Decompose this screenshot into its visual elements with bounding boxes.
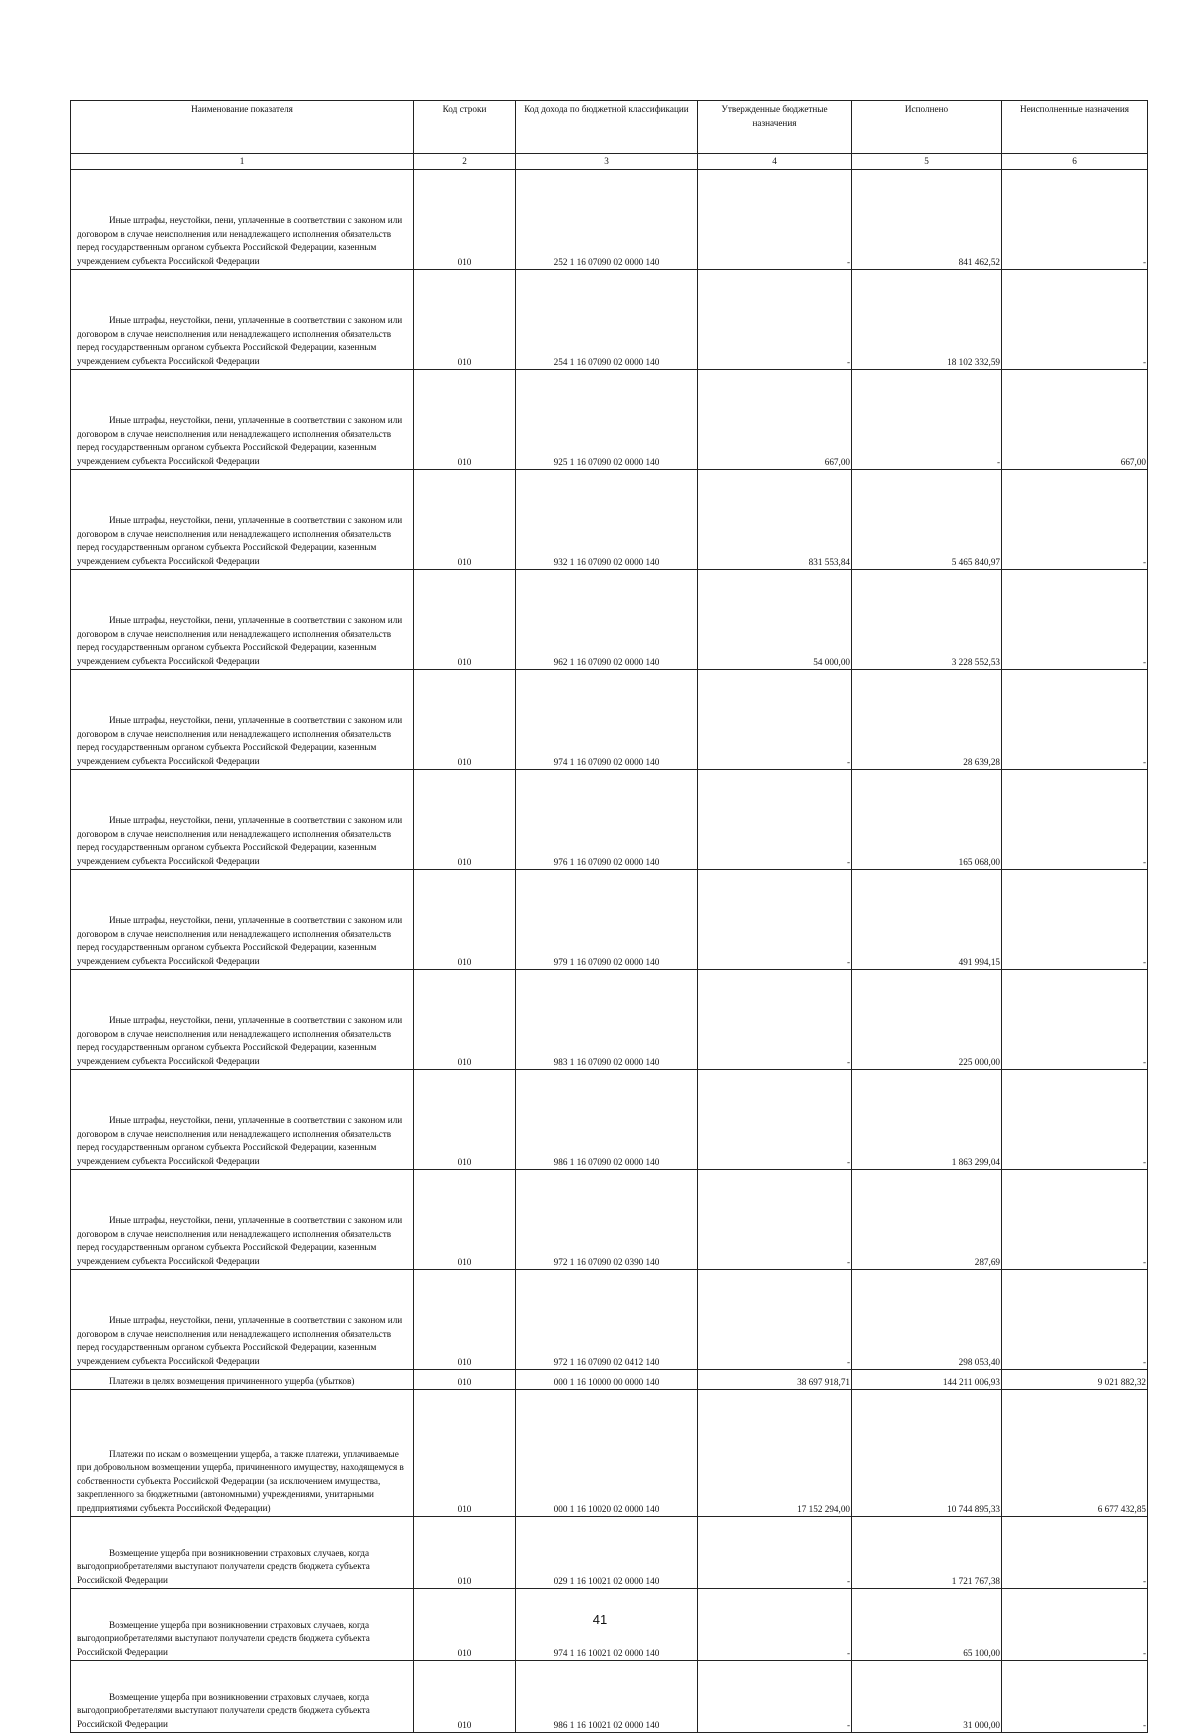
row-unexecuted: - — [1002, 1270, 1148, 1370]
row-executed: 225 000,00 — [852, 970, 1002, 1070]
row-approved: 17 152 294,00 — [698, 1390, 852, 1517]
row-name: Возмещение ущерба при возникновении страховых случаев, когда выгодоприобретателями выступают получатели средств бюджета субъекта Российской Федерации — [77, 1691, 370, 1729]
row-executed: 3 228 552,53 — [852, 570, 1002, 670]
table-row — [71, 270, 1148, 370]
row-code: 010 — [414, 670, 516, 770]
row-revenue-code: 972 1 16 07090 02 0390 140 — [516, 1170, 698, 1270]
row-revenue-code: 983 1 16 07090 02 0000 140 — [516, 970, 698, 1070]
column-number: 2 — [414, 154, 516, 170]
column-number: 4 — [698, 154, 852, 170]
row-unexecuted: 6 677 432,85 — [1002, 1390, 1148, 1517]
row-revenue-code: 974 1 16 07090 02 0000 140 — [516, 670, 698, 770]
table-row — [71, 370, 1148, 470]
column-number-row — [71, 154, 1148, 170]
row-name: Платежи по искам о возмещении ущерба, а также платежи, уплачиваемые при добровольном возмещении ущерба, причиненного имуществу, находящемуся в собственности субъекта Российской Федерации (за исключением имущества, закрепленного за бюджетными (автономными) учреждениями, унитарными предприятиями субъекта Российской Федерации) — [77, 1448, 404, 1513]
header-revenue-code: Код дохода по бюджетной классификации — [516, 101, 698, 154]
row-revenue-code: 254 1 16 07090 02 0000 140 — [516, 270, 698, 370]
row-approved: - — [698, 1070, 852, 1170]
row-executed: 18 102 332,59 — [852, 270, 1002, 370]
row-executed: 5 465 840,97 — [852, 470, 1002, 570]
row-code: 010 — [414, 1070, 516, 1170]
row-approved: - — [698, 1661, 852, 1733]
row-approved: - — [698, 1517, 852, 1589]
row-code: 010 — [414, 470, 516, 570]
row-code: 010 — [414, 1270, 516, 1370]
row-code: 010 — [414, 570, 516, 670]
column-number: 5 — [852, 154, 1002, 170]
row-executed: 28 639,28 — [852, 670, 1002, 770]
row-executed: 1 863 299,04 — [852, 1070, 1002, 1170]
row-revenue-code: 974 1 16 10021 02 0000 140 — [516, 1589, 698, 1661]
page-number: 41 — [592, 1612, 608, 1627]
row-name: Иные штрафы, неустойки, пени, уплаченные в соответствии с законом или договором в случае неисполнения или ненадлежащего исполнения обязательств перед государственным органом субъекта Российской Федерации, казенным учреждением субъекта Российской Федерации — [77, 1315, 403, 1366]
table-row — [71, 670, 1148, 770]
header-executed: Исполнено — [852, 101, 1002, 154]
row-code: 010 — [414, 870, 516, 970]
row-unexecuted: - — [1002, 170, 1148, 270]
row-name: Иные штрафы, неустойки, пени, уплаченные в соответствии с законом или договором в случае неисполнения или ненадлежащего исполнения обязательств перед государственным органом субъекта Российской Федерации, казенным учреждением субъекта Российской Федерации — [77, 415, 403, 466]
row-name: Платежи в целях возмещения причиненного ущерба (убытков) — [109, 1375, 355, 1386]
row-code: 010 — [414, 1170, 516, 1270]
row-revenue-code: 925 1 16 07090 02 0000 140 — [516, 370, 698, 470]
row-name: Иные штрафы, неустойки, пени, уплаченные в соответствии с законом или договором в случае неисполнения или ненадлежащего исполнения обязательств перед государственным органом субъекта Российской Федерации, казенным учреждением субъекта Российской Федерации — [77, 915, 403, 966]
table-row — [71, 1370, 1148, 1390]
header-line-code: Код строки — [414, 101, 516, 154]
row-unexecuted: - — [1002, 1070, 1148, 1170]
row-approved: - — [698, 270, 852, 370]
row-approved: - — [698, 970, 852, 1070]
row-unexecuted: - — [1002, 770, 1148, 870]
row-unexecuted: - — [1002, 1589, 1148, 1661]
row-name: Иные штрафы, неустойки, пени, уплаченные в соответствии с законом или договором в случае неисполнения или ненадлежащего исполнения обязательств перед государственным органом субъекта Российской Федерации, казенным учреждением субъекта Российской Федерации — [77, 615, 403, 666]
row-approved: 831 553,84 — [698, 470, 852, 570]
column-number: 6 — [1002, 154, 1148, 170]
row-revenue-code: 932 1 16 07090 02 0000 140 — [516, 470, 698, 570]
row-revenue-code: 000 1 16 10020 02 0000 140 — [516, 1390, 698, 1517]
row-executed: 144 211 006,93 — [852, 1370, 1002, 1390]
row-code: 010 — [414, 370, 516, 470]
row-code: 010 — [414, 1370, 516, 1390]
row-approved: - — [698, 1170, 852, 1270]
row-executed: 287,69 — [852, 1170, 1002, 1270]
row-unexecuted: - — [1002, 1517, 1148, 1589]
row-executed: 31 000,00 — [852, 1661, 1002, 1733]
row-approved: 667,00 — [698, 370, 852, 470]
row-unexecuted: - — [1002, 670, 1148, 770]
row-approved: - — [698, 670, 852, 770]
row-unexecuted: - — [1002, 1661, 1148, 1733]
column-number: 1 — [71, 154, 414, 170]
header-approved: Утвержденные бюджетные назначения — [698, 101, 852, 154]
header-indicator-name: Наименование показателя — [71, 101, 414, 154]
row-unexecuted: 9 021 882,32 — [1002, 1370, 1148, 1390]
table-row — [71, 870, 1148, 970]
row-code: 010 — [414, 770, 516, 870]
row-revenue-code: 986 1 16 07090 02 0000 140 — [516, 1070, 698, 1170]
table-row — [71, 1661, 1148, 1733]
row-approved: 38 697 918,71 — [698, 1370, 852, 1390]
row-executed: 298 053,40 — [852, 1270, 1002, 1370]
table-row — [71, 970, 1148, 1070]
row-code: 010 — [414, 1517, 516, 1589]
table-row — [71, 1517, 1148, 1589]
row-executed: 65 100,00 — [852, 1589, 1002, 1661]
row-approved: - — [698, 170, 852, 270]
row-name: Иные штрафы, неустойки, пени, уплаченные в соответствии с законом или договором в случае неисполнения или ненадлежащего исполнения обязательств перед государственным органом субъекта Российской Федерации, казенным учреждением субъекта Российской Федерации — [77, 215, 403, 266]
table-row — [71, 470, 1148, 570]
row-approved: 54 000,00 — [698, 570, 852, 670]
table-row — [71, 170, 1148, 270]
row-code: 010 — [414, 1390, 516, 1517]
row-executed: 841 462,52 — [852, 170, 1002, 270]
row-approved: - — [698, 1589, 852, 1661]
row-unexecuted: 667,00 — [1002, 370, 1148, 470]
row-executed: - — [852, 370, 1002, 470]
row-unexecuted: - — [1002, 270, 1148, 370]
row-executed: 491 994,15 — [852, 870, 1002, 970]
row-revenue-code: 979 1 16 07090 02 0000 140 — [516, 870, 698, 970]
row-unexecuted: - — [1002, 870, 1148, 970]
row-revenue-code: 972 1 16 07090 02 0412 140 — [516, 1270, 698, 1370]
row-code: 010 — [414, 170, 516, 270]
row-executed: 1 721 767,38 — [852, 1517, 1002, 1589]
row-approved: - — [698, 770, 852, 870]
row-approved: - — [698, 1270, 852, 1370]
row-name: Возмещение ущерба при возникновении страховых случаев, когда выгодоприобретателями выступают получатели средств бюджета субъекта Российской Федерации — [77, 1547, 370, 1585]
row-name: Иные штрафы, неустойки, пени, уплаченные в соответствии с законом или договором в случае неисполнения или ненадлежащего исполнения обязательств перед государственным органом субъекта Российской Федерации, казенным учреждением субъекта Российской Федерации — [77, 715, 403, 766]
row-name: Иные штрафы, неустойки, пени, уплаченные в соответствии с законом или договором в случае неисполнения или ненадлежащего исполнения обязательств перед государственным органом субъекта Российской Федерации, казенным учреждением субъекта Российской Федерации — [77, 1115, 403, 1166]
table-row — [71, 1390, 1148, 1517]
row-approved: - — [698, 870, 852, 970]
table-row — [71, 1070, 1148, 1170]
row-executed: 165 068,00 — [852, 770, 1002, 870]
row-unexecuted: - — [1002, 570, 1148, 670]
row-unexecuted: - — [1002, 970, 1148, 1070]
revenue-table — [70, 100, 1148, 1733]
row-code: 010 — [414, 970, 516, 1070]
table-row — [71, 770, 1148, 870]
row-name: Иные штрафы, неустойки, пени, уплаченные в соответствии с законом или договором в случае неисполнения или ненадлежащего исполнения обязательств перед государственным органом субъекта Российской Федерации, казенным учреждением субъекта Российской Федерации — [77, 1015, 403, 1066]
header-unexecuted: Неисполненные назначения — [1002, 101, 1148, 154]
table-row — [71, 1270, 1148, 1370]
row-revenue-code: 962 1 16 07090 02 0000 140 — [516, 570, 698, 670]
row-name: Возмещение ущерба при возникновении страховых случаев, когда выгодоприобретателями выступают получатели средств бюджета субъекта Российской Федерации — [77, 1619, 370, 1657]
row-name: Иные штрафы, неустойки, пени, уплаченные в соответствии с законом или договором в случае неисполнения или ненадлежащего исполнения обязательств перед государственным органом субъекта Российской Федерации, казенным учреждением субъекта Российской Федерации — [77, 515, 403, 566]
row-revenue-code: 986 1 16 10021 02 0000 140 — [516, 1661, 698, 1733]
row-name: Иные штрафы, неустойки, пени, уплаченные в соответствии с законом или договором в случае неисполнения или ненадлежащего исполнения обязательств перед государственным органом субъекта Российской Федерации, казенным учреждением субъекта Российской Федерации — [77, 315, 403, 366]
row-code: 010 — [414, 1589, 516, 1661]
row-revenue-code: 029 1 16 10021 02 0000 140 — [516, 1517, 698, 1589]
report-sheet — [70, 100, 1147, 1733]
row-name: Иные штрафы, неустойки, пени, уплаченные в соответствии с законом или договором в случае неисполнения или ненадлежащего исполнения обязательств перед государственным органом субъекта Российской Федерации, казенным учреждением субъекта Российской Федерации — [77, 1215, 403, 1266]
table-row — [71, 570, 1148, 670]
row-code: 010 — [414, 1661, 516, 1733]
row-unexecuted: - — [1002, 470, 1148, 570]
row-revenue-code: 252 1 16 07090 02 0000 140 — [516, 170, 698, 270]
row-revenue-code: 000 1 16 10000 00 0000 140 — [516, 1370, 698, 1390]
table-row — [71, 1170, 1148, 1270]
column-number: 3 — [516, 154, 698, 170]
header-row — [71, 101, 1148, 154]
row-code: 010 — [414, 270, 516, 370]
row-name: Иные штрафы, неустойки, пени, уплаченные в соответствии с законом или договором в случае неисполнения или ненадлежащего исполнения обязательств перед государственным органом субъекта Российской Федерации, казенным учреждением субъекта Российской Федерации — [77, 815, 403, 866]
row-executed: 10 744 895,33 — [852, 1390, 1002, 1517]
row-revenue-code: 976 1 16 07090 02 0000 140 — [516, 770, 698, 870]
row-unexecuted: - — [1002, 1170, 1148, 1270]
